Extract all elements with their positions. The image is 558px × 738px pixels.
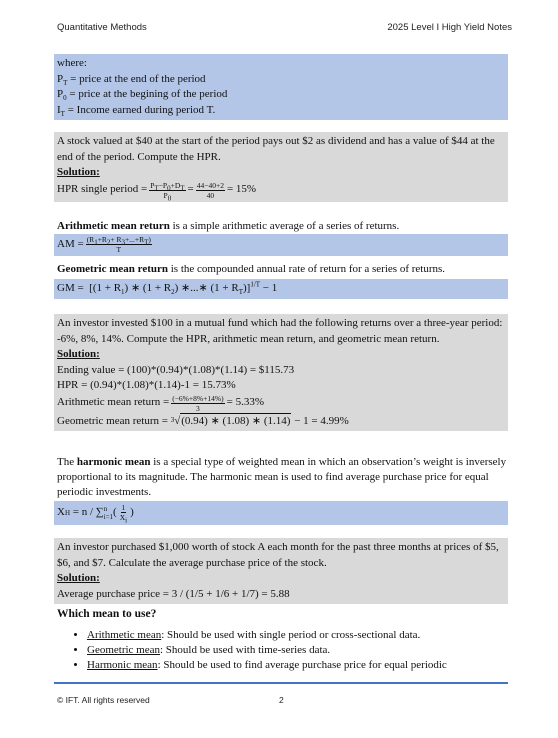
harmonic-term: harmonic mean <box>76 456 151 468</box>
stock-solution-label: Solution: <box>57 572 100 584</box>
mf-gm: Geometric mean return = $^3$√(0.94) ∗ (1.08) ∗ (1.14) − 1 = 4.99% <box>57 415 349 427</box>
geometric-term: Geometric mean return <box>57 263 168 275</box>
stock-answer: Average purchase price = 3 / (1/5 + 1/6 + 1/7) = 5.88 <box>57 587 290 600</box>
hpr-formula-label: HPR single period = <box>57 183 148 196</box>
hpr-fraction-symbolic: $\frac{P_T-P_0+D_T}{P_0}$ <box>150 180 185 202</box>
where-it: $I_T$ = Income earned during period T. <box>57 103 216 118</box>
stock-question: An investor purchased $1,000 worth of stock A each month for the past three months at prices of $5, $6, and $7. Calculate the average purchase price of the stock. <box>57 541 499 569</box>
which-mean-list <box>57 628 447 673</box>
am-formula-box <box>54 234 508 256</box>
header-left: Quantitative Methods <box>57 22 147 33</box>
stock-example-box <box>54 538 508 604</box>
geometric-text: Geometric mean return is the compounded annual rate of return for a series of returns. <box>57 263 446 275</box>
list-item: • Arithmetic mean: Should be used with single period or cross-sectional data. <box>87 628 447 643</box>
footer-copyright: © IFT. All rights reserved <box>57 695 150 705</box>
mf-am-fraction: $\frac{(-6\%+8\%+14\%)}{3}$ <box>172 393 224 413</box>
gm-formula-box <box>54 279 508 299</box>
mf-line1: Ending value = (100)*(0.94)*(1.08)*(1.14) = $115.73 <box>57 363 295 376</box>
hpr-question: A stock valued at $40 at the start of the period pays out $2 as dividend and has a value of $44 at the end of the period. Compute the HPR. <box>57 135 495 163</box>
where-pt: $P_T$ = price at the end of the period <box>57 72 206 87</box>
mf-solution-label: Solution: <box>57 348 100 360</box>
mf-question: An investor invested $100 in a mutual fund which had the following returns over a three-year period: -6%, 8%, 14%. Compute the HPR, arithmetic mean return, and geometric mean return. <box>57 317 503 345</box>
where-label: where: <box>57 57 87 69</box>
mf-gm-root: (0.94) ∗ (1.08) ∗ (1.14) <box>180 413 291 430</box>
arithmetic-text: Arithmetic mean return is a simple arithmetic average of a series of returns. <box>57 220 400 232</box>
where-p0: $P_0$ = price at the begining of the period <box>57 88 228 103</box>
list-item: • Geometric mean: Should be used with time-series data. <box>87 643 447 658</box>
page-number: 2 <box>279 695 284 705</box>
harmonic-text: The harmonic mean is a special type of weighted mean in which an observation’s weight is inversely proportional to its magnitude. The harmonic mean is used to find average purchase price for equal periodic investments. <box>57 456 507 498</box>
list-item: • Harmonic mean: Should be used to find average purchase price for equal periodic <box>87 658 447 673</box>
hpr-example-box <box>54 132 508 202</box>
which-mean-heading: Which mean to use? <box>57 608 157 620</box>
mf-example-box <box>54 314 508 431</box>
hpr-result: = 15% <box>226 183 257 196</box>
where-box <box>54 54 508 120</box>
hm-formula: X H = n / ∑ n i=1 ( $\frac{1}{X_i}$ ) <box>57 503 134 525</box>
footer-divider <box>54 682 508 684</box>
hpr-fraction-values: $\frac{44-40+2}{40}$ <box>196 180 224 200</box>
arithmetic-term: Arithmetic mean return <box>57 220 170 232</box>
hm-formula-box <box>54 501 508 525</box>
am-formula: AM = $\frac{(R_1+R_2+ R_3+...+R_T)}{T}$ <box>57 235 151 254</box>
hpr-solution-label: Solution: <box>57 166 100 178</box>
header-right: 2025 Level I High Yield Notes <box>387 22 512 33</box>
mf-line2: HPR = (0.94)*(1.08)*(1.14)-1 = 15.73% <box>57 379 236 391</box>
am-fraction: $\frac{(R_1+R_2+ R_3+...+R_T)}{T}$ <box>86 235 151 254</box>
gm-formula: GM = [$(1 + R_1)$ ∗ $(1 + R_2)$ ∗...∗ $(1 + R_T)]^{1/T} - 1$ <box>57 280 278 297</box>
mf-am: Arithmetic mean return = $\frac{(-6\%+8\%+14\%)}{3}$ = 5.33% <box>57 393 265 413</box>
hpr-formula: HPR single period = $\frac{P_T-P_0+D_T}{P_0}$ = $\frac{44-40+2}{40}$ = 15% <box>57 180 257 202</box>
